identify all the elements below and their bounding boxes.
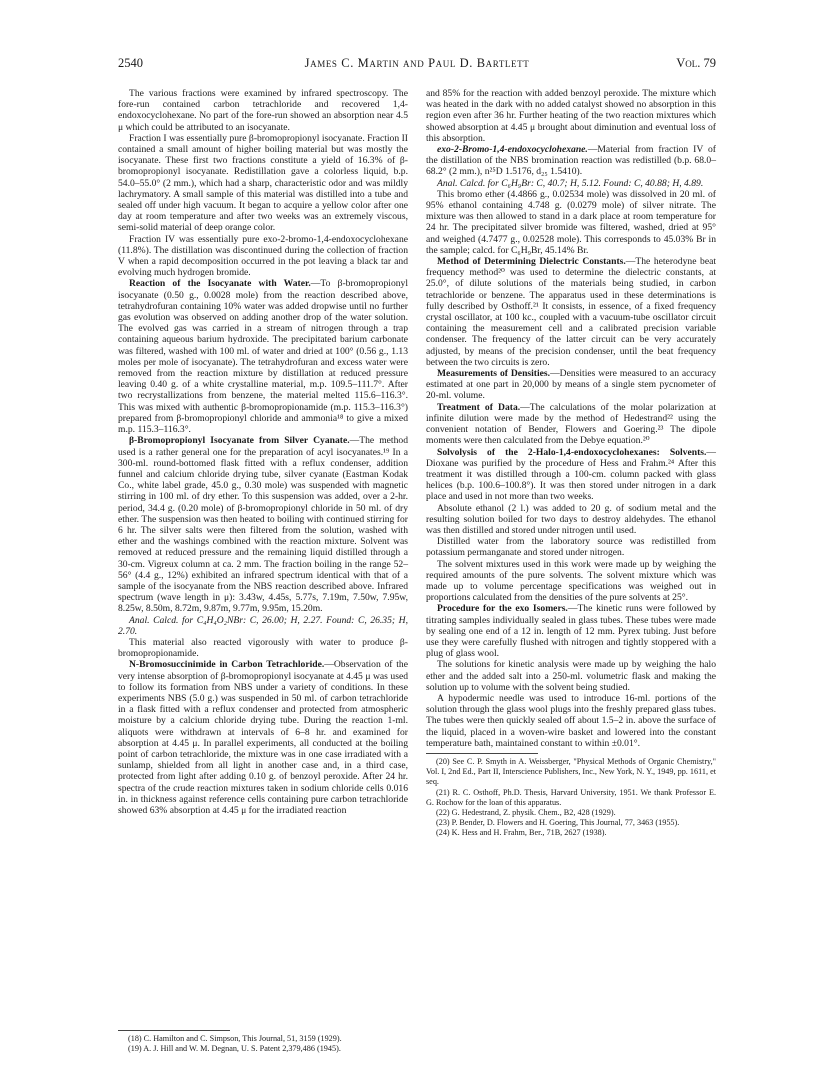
- paragraph: [118, 659, 408, 816]
- analysis-line: Anal. Calcd. for C₄H₄O₂NBr: C, 26.00; H, 2.27. Found: C, 26.35; H, 2.70.: [118, 614, 408, 637]
- paragraph: [118, 435, 408, 614]
- paragraph: [426, 368, 716, 402]
- footnote: (23) P. Bender, D. Flowers and H. Goering, This Journal, 77, 3463 (1955).: [436, 818, 680, 828]
- paragraph: [426, 603, 716, 659]
- section-heading: exo-2-Bromo-1,4-endoxocyclohexane.: [437, 144, 588, 156]
- paragraph-text: —To β-bromopropionyl isocyanate (0.50 g., 0.0028 mole) from the reaction described above, tetrahydrofuran containing 10% water was added dropwise until no further gas evolution was observed on adding another drop of the water solution. The evolved gas was carried in a stream of nitrogen through a trap containing aqueous barium hydroxide. The precipitated barium carbonate was filtered, washed with 100 ml. of water and dried at 100° (0.56 g., 1.13 moles per mole of isocyanate). The tetrahydrofuran and excess water were removed from the reaction mixture by distillation at reduced pressure leaving 0.40 g. of a white crystalline material, m.p. 109.5–111.7°. After two recrystallizations from benzene, the material melted 115.6–116.3°. This was mixed with authentic β-bromopropionamide (m.p. 115.3–116.3°) prepared from β-bromopropionyl chloride and ammonia¹⁸ to give a mixed m.p. 115.3–116.3°.: [118, 278, 408, 436]
- footnote-rule: [118, 1030, 230, 1031]
- section-heading: Reaction of the Isocyanate with Water.: [129, 278, 311, 290]
- paragraph: [426, 447, 716, 503]
- paragraph: and 85% for the reaction with added benzoyl peroxide. The mixture which was heated in the dark with no added catalyst showed no absorption in this region even after 36 hr. Further heating of the two reaction mixtures which showed absorption at 4.45 μ brought about diminution and eventual loss of this absorption.: [426, 88, 716, 144]
- footnote: (22) G. Hedestrand, Z. physik. Chem., B2, 428 (1929).: [436, 808, 616, 817]
- paragraph-text: —Material from fraction IV of the distillation of the NBS bromination reaction was redistilled (b.p. 68.0–68.2° (2 mm.), n²⁵D 1.5176, d₂₅ 1.5410).: [426, 144, 716, 178]
- paragraph-text: —The heterodyne beat frequency method²⁰ was used to determine the dielectric constants, at 25.0°, of dilute solutions of the materials being studied, in carbon tetrachloride or benzene. The apparatus used in these determinations is fully described by Osthoff.²¹ It consists, in essence, of a fixed frequency crystal oscillator, at 100 kc., coupled with a vacuum-tube oscillator circuit containing the measurement cell and a calibrated precision variable condenser. The frequency of the latter circuit can be very accurately adjusted, by means of the precision condenser, until the beat frequency between the two circuits is zero.: [426, 256, 716, 368]
- paragraph: A hypodermic needle was used to introduce 16-ml. portions of the solution through the glass wool plugs into the freshly prepared glass tubes. The tubes were then quickly sealed off about 1.5–2 in. above the surface of the liquid, placed in a woven-wire basket and lowered into the constant temperature bath, maintained constant to within ±0.01°.: [426, 692, 716, 749]
- analysis-line: Anal. Calcd. for C₆H₉Br: C, 40.7; H, 5.12. Found: C, 40.88; H, 4.89.: [437, 177, 704, 189]
- paragraph-text: —Densities were measured to an accuracy estimated at one part in 20,000 by means of a single stem pycnometer of 20-ml. volume.: [426, 368, 716, 402]
- footnote: (20) See C. P. Smyth in A. Weissberger, "Physical Methods of Organic Chemistry," Vol. I, 2nd Ed., Part II, Interscience Publishers, Inc., New York, N. Y., 1949, pp. 1611, et seq.: [426, 756, 716, 787]
- paragraph: Fraction IV was essentially pure exo-2-bromo-1,4-endoxocyclohexane (11.8%). The distillation was discontinued during the collection of fraction V when a rapid decomposition occurred in the pot leaving a black tar and evolving much hydrogen bromide.: [118, 233, 408, 279]
- left-footnotes: [118, 1036, 408, 1054]
- paragraph: This bromo ether (4.4866 g., 0.02534 mole) was dissolved in 20 ml. of 95% ethanol containing 4.748 g. (0.0279 mole) of silver nitrate. The mixture was then allowed to stand in a dark place at room temperature for 24 hr. The precipitated silver bromide was filtered, washed, dried at 95° and weighed (4.7477 g., 0.02528 mole). This corresponds to 45.03% Br in the sample; calcd. for C₆H₉Br, 45.14% Br.: [426, 188, 716, 256]
- paragraph-text: —Observation of the very intense absorption of β-bromopropionyl isocyanate at 4.45 μ was used to follow its formation from NBS under a variety of conditions. In these experiments NBS (5.0 g.) was suspended in 50 ml. of carbon tetrachloride in a flask fitted with a reflux condenser and protected from atmospheric moisture by a calcium chloride drying tube. During the reaction 1-ml. aliquots were withdrawn at intervals of 6–8 hr. and examined for absorption at 4.45 μ. In parallel experiments, all conducted at the boiling point of carbon tetrachloride, the mixture was in one case irradiated with a sunlamp, shielded from all light in another case and, in a third case, protected from light after adding 0.10 g. of benzoyl peroxide. After 24 hr. spectra of the crude reaction mixtures taken in sodium chloride cells 0.016 in. in thickness against reference cells containing pure carbon tetrachloride showed 63% absorption at 4.45 μ for the irradiated reaction: [118, 659, 408, 816]
- paragraph: The solvent mixtures used in this work were made up by weighing the required amounts of the pure solvents. The solvent mixture which was made up to volume percentage specifications was weighed out in proportions calculated from the densities of the pure solvents at 25°.: [426, 558, 716, 604]
- running-head-authors: James C. Martin and Paul D. Bartlett: [304, 56, 530, 70]
- footnote: (21) R. C. Osthoff, Ph.D. Thesis, Harvard University, 1951. We thank Professor E. G. Rochow for the loan of this apparatus.: [426, 787, 716, 807]
- paragraph: Fraction I was essentially pure β-bromopropionyl isocyanate. Fraction II contained a small amount of higher boiling material but was mostly the isocyanate. These first two fractions constitute a yield of 16.3% of β-bromopropionyl isocyanate. Redistillation gave a colorless liquid, b.p. 54.0–55.0° (2 mm.), which had a sharp, characteristic odor and was mildly lachrymatory. A small sample of this material was distilled into a tube and sealed off under high vacuum. It began to acquire a yellow color after one day at room temperature and after two weeks was an extremely viscous, semi-solid material of deep orange color.: [118, 132, 408, 234]
- section-heading: β-Bromopropionyl Isocyanate from Silver Cyanate.: [129, 435, 350, 447]
- running-header: [118, 56, 716, 72]
- paragraph: [118, 278, 408, 435]
- paragraph: [426, 402, 716, 447]
- section-heading: Measurements of Densities.: [437, 368, 551, 380]
- section-heading: Treatment of Data.: [437, 401, 521, 413]
- paragraph-text: —The calculations of the molar polarization at infinite dilution were made by the method of Hedestrand²² using the convenient notation of Bender, Flowers and Goering.²³ The dipole moments were then calculated from the Debye equation.²⁰: [426, 401, 716, 447]
- footnote: (24) K. Hess and H. Frahm, Ber., 71B, 2627 (1938).: [436, 828, 607, 838]
- footnote: (18) C. Hamilton and C. Simpson, This Journal, 51, 3159 (1929).: [128, 1034, 342, 1043]
- paragraph: Absolute ethanol (2 l.) was added to 20 g. of sodium metal and the resulting solution boiled for two days to destroy aldehydes. The ethanol was then distilled and stored under nitrogen until used.: [426, 502, 716, 536]
- footnote-rule: [426, 753, 538, 754]
- left-column: [118, 88, 408, 816]
- volume-label: Vol. 79: [676, 56, 716, 70]
- paragraph: The various fractions were examined by infrared spectroscopy. The fore-run contained carbon tetrachloride and recovered 1,4-endoxocyclohexane. No part of the fore-run showed an absorption near 4.5 μ which could be attributed to an isocyanate.: [118, 88, 408, 133]
- paragraph: [426, 256, 716, 368]
- right-footnotes: [426, 757, 716, 839]
- section-heading: N-Bromosuccinimide in Carbon Tetrachloride.: [129, 659, 325, 671]
- paragraph-text: —Dioxane was purified by the procedure of Hess and Frahm.²⁴ After this treatment it was distilled through a 100-cm. column packed with glass helices (b.p. 100.6–100.8°). It was then stored under nitrogen in a dark place and used in not more than two weeks.: [426, 446, 716, 503]
- footnote: (19) A. J. Hill and W. M. Degnan, U. S. Patent 2,379,486 (1945).: [128, 1044, 341, 1054]
- paragraph-text: —The kinetic runs were followed by titrating samples individually sealed in glass tubes. These tubes were made by sealing one end of a 12 in. length of 12 mm. Pyrex tubing. Just before use they were carefully flushed with nitrogen and tightly stoppered with a plug of glass wool.: [426, 603, 716, 660]
- paragraph: The solutions for kinetic analysis were made up by weighing the halo ether and the added salt into a 250-ml. volumetric flask and making the solution up to volume with the solvent being studied.: [426, 659, 716, 693]
- section-heading: Solvolysis of the 2-Halo-1,4-endoxocyclohexanes: Solvents.: [437, 446, 707, 458]
- right-column: [426, 88, 716, 839]
- paragraph: Distilled water from the laboratory source was redistilled from potassium permanganate and stored under nitrogen.: [426, 536, 716, 559]
- section-heading: Method of Determining Dielectric Constants.: [437, 256, 626, 268]
- paragraph: This material also reacted vigorously with water to produce β-bromopropionamide.: [118, 636, 408, 660]
- paragraph: [426, 144, 716, 178]
- page-number: 2540: [118, 56, 143, 70]
- section-heading: Procedure for the exo Isomers.: [437, 603, 568, 615]
- paragraph-text: —The method used is a rather general one for the preparation of acyl isocyanates.¹⁹ In a 300-ml. round-bottomed flask fitted with a reflux condenser, addition funnel and calcium chloride drying tube, silver cyanate (Eastman Kodak Co., white label grade, 45.0 g., 0.30 mole) was suspended with magnetic stirring in 100 ml. of dry ether. To this suspension was added, over a 2-hr. period, 34.4 g. (0.20 mole) of β-bromopropionyl chloride in 50 ml. of dry ether. The suspension was then heated to boiling with continued stirring for 6 hr. The silver salts were then filtered from the solution, washed with ether and the washings combined with the reaction mixture. Solvent was removed at reduced pressure and the remaining liquid distilled through a 30-cm. Vigreux column at ca. 2 mm. The fraction boiling in the range 52–56° (4.4 g., 12%) exhibited an infrared spectrum identical with that of a sample of the isocyanate from the NBS reaction described above. Infrared spectrum (wave length in μ): 3.43w, 4.45s, 5.77s, 7.19m, 7.50w, 7.95w, 8.25w, 8.50m, 8.72m, 9.87m, 9.77m, 9.95m, 15.20m.: [118, 435, 408, 615]
